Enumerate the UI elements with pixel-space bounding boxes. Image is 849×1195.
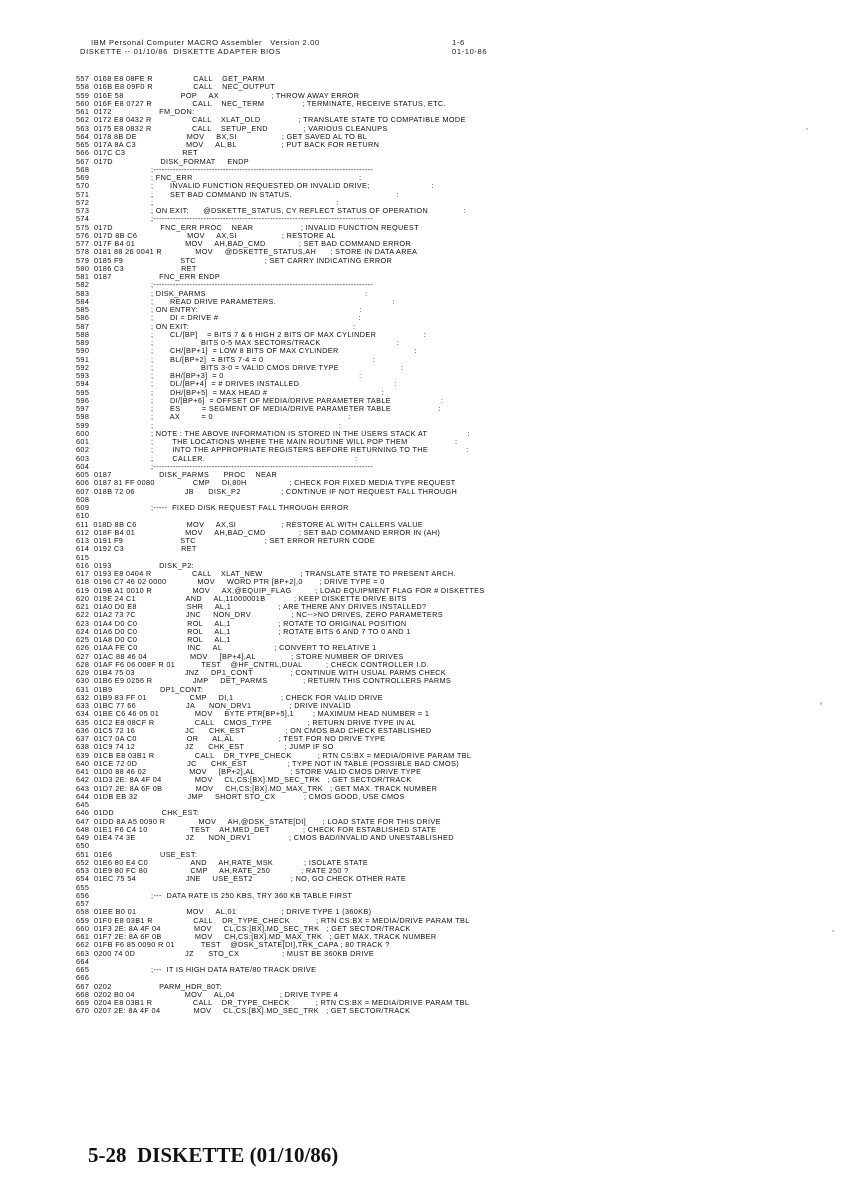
listing-line: 646 01DD CHK_EST: [76, 808, 200, 818]
listing-line: 667 0202 PARM_HDR_80T: [76, 981, 222, 991]
header-page-number: 1-6 [452, 38, 465, 47]
listing-line: 630 01B6 E9 0256 R JMP DET_PARMS ; RETURN THIS CONTROLLERS PARMS [76, 676, 452, 686]
listing-line: 579 0185 F9 STC ; SET CARRY INDICATING ERROR [76, 255, 393, 265]
listing-line: 616 0193 DISK_P2: [76, 560, 194, 570]
listing-line: 595 ; DH/[BP+5] = MAX HEAD # : [76, 387, 384, 397]
listing-line: 565 017A 8A C3 MOV AL,BL ; PUT BACK FOR RETURN [76, 140, 380, 149]
listing-line: 570 ; INVALID FUNCTION REQUESTED OR INVALID DRIVE; : [76, 181, 434, 191]
listing-line: 664 [76, 956, 90, 966]
listing-line: 661 01F7 2E: 8A 6F 0B MOV CH,CS:[BX].MD_MAX_TRK ; GET MAX. TRACK NUMBER [76, 932, 437, 941]
listing-line: 586 ; DI = DRIVE # : [76, 313, 361, 323]
scan-speck [806, 128, 808, 130]
listing-line: 578 0181 88 26 0041 R MOV @DSKETTE_STATUS,AH ; STORE IN DATA AREA [76, 247, 418, 257]
listing-line: 594 ; DL/[BP+4] = # DRIVES INSTALLED : [76, 379, 397, 389]
listing-line: 560 016F E8 0727 R CALL NEC_TERM ; TERMINATE, RECEIVE STATUS, ETC. [76, 98, 446, 108]
listing-line: 606 0187 81 FF 0080 CMP DI,80H ; CHECK FOR FIXED MEDIA TYPE REQUEST [76, 478, 456, 488]
header-date: 01-10-86 [452, 47, 488, 56]
listing-line: 657 [76, 899, 90, 908]
listing-line: 605 0187 DISK_PARMS PROC NEAR [76, 470, 278, 479]
listing-line: 609 ;----- FIXED DISK REQUEST FALL THROUGH ERROR [76, 503, 349, 512]
listing-line: 577 017F B4 01 MOV AH,BAD_CMD ; SET BAD COMMAND ERROR [76, 239, 412, 248]
page-footer: 5-28 DISKETTE (01/10/86) [88, 1143, 339, 1167]
listing-line: 647 01DD 8A A5 0090 R MOV AH,@DSK_STATE[DI] ; LOAD STATE FOR THIS DRIVE [76, 816, 441, 826]
listing-line: 636 01C5 72 16 JC CHK_EST ; ON CMOS BAD CHECK ESTABLISHED [76, 725, 432, 735]
listing-line: 590 ; CH/[BP+1] = LOW 8 BITS OF MAX CYLINDER : [76, 346, 418, 356]
header-title: IBM Personal Computer MACRO Assembler Version 2.00 [91, 38, 320, 47]
listing-line: 576 017D 8B C6 MOV AX,SI ; RESTORE AL [76, 230, 336, 240]
listing-line: 618 0196 C7 46 02 0000 MOV WORD PTR [BP+2],0 ; DRIVE TYPE = 0 [76, 577, 385, 587]
listing-line: 602 ; INTO THE APPROPRIATE REGISTERS BEFORE RETURNING TO THE : [76, 445, 469, 455]
listing-line: 627 01AC 88 46 04 MOV [BP+4],AL ; STORE NUMBER OF DRIVES [76, 651, 404, 661]
scan-speck [832, 930, 834, 932]
listing-line: 571 ; SET BAD COMMAND IN STATUS. : [76, 189, 399, 199]
listing-line: 642 01D3 2E: 8A 4F 04 MOV CL,CS:[BX].MD_SEC_TRK ; GET SECTOR/TRACK [76, 775, 412, 785]
listing-line: 601 ; THE LOCATIONS WHERE THE MAIN ROUTINE WILL POP THEM : [76, 437, 458, 446]
listing-line: 567 017D DISK_FORMAT ENDP [76, 156, 249, 166]
listing-line: 557 0168 E8 08FE R CALL GET_PARM [76, 74, 265, 83]
listing-line: 641 01D0 88 46 02 MOV [BP+2],AL ; STORE VALID CMOS DRIVE TYPE [76, 767, 422, 776]
listing-line: 563 0175 E8 0832 R CALL SETUP_END ; VARIOUS CLEANUPS [76, 123, 388, 133]
listing-line: 629 01B4 75 03 JNZ DP1_CONT ; CONTINUE WITH USUAL PARMS CHECK [76, 668, 447, 677]
listing-line: 600 ; NOTE : THE ABOVE INFORMATION IS STORED IN THE USERS STACK AT : [76, 428, 471, 438]
listing-line: 593 ; BH/[BP+3] = 0 : [76, 371, 362, 380]
listing-line: 615 [76, 552, 90, 562]
listing-line: 631 01B9 DP1_CONT: [76, 684, 204, 694]
header-subtitle: DISKETTE -- 01/10/86 DISKETTE ADAPTER BIOS [80, 47, 281, 56]
listing-line: 589 ; BITS 0-5 MAX SECTORS/TRACK : [76, 338, 400, 347]
listing-line: 597 ; ES = SEGMENT OF MEDIA/DRIVE PARAMETER TABLE : [76, 404, 442, 413]
listing-line: 561 0172 FM_DON: [76, 107, 195, 116]
listing-line: 640 01CE 72 0D JC CHK_EST ; TYPE NOT IN TABLE (POSSIBLE BAD CMOS) [76, 758, 460, 768]
listing-line: 653 01E9 80 FC 80 CMP AH,RATE_250 ; RATE 250 ? [76, 866, 349, 875]
listing-line: 581 0187 FNC_ERR ENDP [76, 272, 221, 281]
listing-line: 649 01E4 74 3E JZ NON_DRV1 ; CMOS BAD/INVALID AND UNESTABLISHED [76, 833, 454, 842]
listing-line: 566 017C C3 RET [76, 148, 198, 158]
listing-line: 580 0186 C3 RET [76, 263, 197, 273]
listing-line: 623 01A4 D0 C0 ROL AL,1 ; ROTATE TO ORIGINAL POSITION [76, 618, 407, 628]
listing-line: 591 ; BL/[BP+2] = BITS 7-4 = 0 : [76, 354, 376, 364]
listing-line: 651 01E6 USE_EST: [76, 849, 198, 859]
listing-line: 607 018B 72 06 JB DISK_P2 ; CONTINUE IF NOT REQUEST FALL THROUGH [76, 486, 458, 496]
listing-line: 559 016E 58 POP AX ; THROW AWAY ERROR [76, 90, 360, 100]
listing-line: 598 ; AX = 0 : [76, 412, 351, 422]
listing-line: 632 01B9 83 FF 01 CMP DI,1 ; CHECK FOR VALID DRIVE [76, 692, 383, 702]
listing-line: 617 0193 E8 0404 R CALL XLAT_NEW ; TRANSLATE STATE TO PRESENT ARCH. [76, 569, 456, 578]
listing-line: 648 01E1 F6 C4 10 TEST AH,MED_DET ; CHECK FOR ESTABLISHED STATE [76, 824, 437, 834]
listing-line: 587 ; ON EXIT: : [76, 321, 356, 331]
listing-line: 592 ; BITS 3-0 = VALID CMOS DRIVE TYPE : [76, 362, 404, 372]
listing-line: 639 01CB E8 03B1 R CALL DR_TYPE_CHECK ; RTN CS:BX = MEDIA/DRIVE PARAM TBL [76, 750, 472, 760]
listing-line: 622 01A2 73 7C JNC NON_DRV ; NC-->NO DRIVES, ZERO PARAMETERS [76, 610, 443, 620]
listing-line: 599 ; : [76, 420, 342, 430]
listing-line: 610 [76, 511, 90, 521]
listing-line: 585 ; ON ENTRY: : [76, 305, 363, 314]
listing-line: 670 0207 2E: 8A 4F 04 MOV CL,CS:[BX].MD_SEC_TRK ; GET SECTOR/TRACK [76, 1006, 411, 1016]
listing-line: 619 019B A1 0010 R MOV AX,@EQUIP_FLAG ; LOAD EQUIPMENT FLAG FOR # DISKETTES [76, 585, 485, 595]
assembly-listing [76, 75, 485, 1016]
listing-line: 588 ; CL/[BP] = BITS 7 & 6 HIGH 2 BITS OF MAX CYLINDER : [76, 329, 427, 339]
listing-line: 613 0191 F9 STC ; SET ERROR RETURN CODE [76, 536, 375, 545]
listing-line: 582 ;------------------------------------------------------------------------------- [76, 280, 374, 290]
listing-line: 662 01FB F6 85 0090 R 01 TEST @DSK_STATE[DI],TRK_CAPA ; 80 TRACK ? [76, 940, 390, 950]
listing-line: 558 016B E8 09F0 R CALL NEC_OUTPUT [76, 82, 276, 92]
listing-line: 611 018D 8B C6 MOV AX,SI ; RESTORE AL WITH CALLERS VALUE [76, 519, 424, 529]
listing-line: 584 ; READ DRIVE PARAMETERS. : [76, 296, 396, 306]
listing-line: 655 [76, 882, 90, 892]
listing-line: 638 01C9 74 12 JZ CHK_EST ; JUMP IF SO [76, 742, 334, 752]
listing-line: 575 017D FNC_ERR PROC NEAR ; INVALID FUNCTION REQUEST [76, 222, 419, 232]
listing-line: 635 01C2 E8 08CF R CALL CMOS_TYPE ; RETURN DRIVE TYPE IN AL [76, 717, 416, 727]
listing-line: 562 0172 E8 0432 R CALL XLAT_OLD ; TRANSLATE STATE TO COMPATIBLE MODE [76, 115, 466, 125]
listing-line: 624 01A6 D0 C0 ROL AL,1 ; ROTATE BITS 6 AND 7 TO 0 AND 1 [76, 626, 411, 636]
listing-line: 637 01C7 0A C0 OR AL,AL ; TEST FOR NO DRIVE TYPE [76, 734, 386, 743]
listing-line: 568 ;------------------------------------------------------------------------------- [76, 164, 374, 174]
listing-line: 658 01EE B0 01 MOV AL,01 ; DRIVE TYPE 1 (360KB) [76, 907, 372, 917]
listing-line: 645 [76, 800, 90, 809]
listing-line: 654 01EC 75 54 JNE USE_EST2 ; NO, GO CHECK OTHER RATE [76, 874, 407, 884]
listing-line: 620 019E 24 C1 AND AL,11000001B ; KEEP DISKETTE DRIVE BITS [76, 593, 407, 603]
listing-line: 660 01F3 2E: 8A 4F 04 MOV CL,CS:[BX].MD_SEC_TRK ; GET SECTOR/TRACK [76, 923, 411, 933]
listing-line: 614 0192 C3 RET [76, 544, 197, 554]
listing-line: 644 01DB EB 32 JMP SHORT STO_CX ; CMOS GOOD, USE CMOS [76, 791, 405, 801]
listing-line: 604 ;------------------------------------------------------------------------------- [76, 461, 374, 471]
listing-line: 596 ; DI/[BP+6] = OFFSET OF MEDIA/DRIVE PARAMETER TABLE : [76, 395, 444, 405]
listing-line: 643 01D7 2E: 8A 6F 0B MOV CH,CS:[BX].MD_MAX_TRK ; GET MAX. TRACK NUMBER [76, 783, 438, 793]
listing-line: 669 0204 E8 03B1 R CALL DR_TYPE_CHECK ; RTN CS:BX = MEDIA/DRIVE PARAM TBL [76, 998, 470, 1007]
listing-line: 569 ; FNC_ERR : [76, 173, 362, 182]
listing-line: 573 ; ON EXIT: @DSKETTE_STATUS, CY REFLECT STATUS OF OPERATION : [76, 206, 467, 215]
listing-line: 628 01AF F6 06 008F R 01 TEST @HF_CNTRL,DUAL ; CHECK CONTROLLER I.D. [76, 659, 429, 669]
listing-line: 621 01A0 D0 E8 SHR AL,1 ; ARE THERE ANY DRIVES INSTALLED? [76, 602, 427, 611]
listing-line: 583 ; DISK_PARMS : [76, 288, 368, 298]
listing-line: 652 01E6 80 E4 C0 AND AH,RATE_MSK ; ISOLATE STATE [76, 857, 369, 867]
listing-line: 665 ;--- IT IS HIGH DATA RATE/80 TRACK DRIVE [76, 965, 317, 974]
listing-line: 650 [76, 841, 90, 851]
listing-line: 659 01F0 E8 03B1 R CALL DR_TYPE_CHECK ; RTN CS:BX = MEDIA/DRIVE PARAM TBL [76, 915, 470, 925]
listing-line: 663 0200 74 0D JZ STO_CX ; MUST BE 360KB DRIVE [76, 948, 375, 958]
listing-line: 668 0202 B0 04 MOV AL,04 ; DRIVE TYPE 4 [76, 989, 339, 999]
listing-line: 608 [76, 494, 90, 504]
listing-line: 633 01BC 77 66 JA NON_DRV1 ; DRIVE INVALID [76, 701, 351, 710]
listing-line: 564 0178 8B DE MOV BX,SI ; GET SAVED AL TO BL [76, 131, 368, 141]
scan-speck [820, 702, 822, 705]
listing-line: 572 ; : [76, 197, 339, 207]
listing-line: 625 01A8 D0 C0 ROL AL,1 [76, 635, 231, 644]
listing-line: 656 ;--- DATA RATE IS 250 KBS, TRY 360 KB TABLE FIRST [76, 890, 353, 900]
listing-line: 603 ; CALLER. : [76, 453, 358, 463]
listing-line: 666 [76, 973, 90, 983]
listing-line: 612 018F B4 01 MOV AH,BAD_CMD ; SET BAD COMMAND ERROR IN (AH) [76, 527, 441, 537]
listing-line: 634 01BE C6 46 05 01 MOV BYTE PTR[BP+5],1 ; MAXIMUM HEAD NUMBER = 1 [76, 709, 430, 719]
listing-line: 574 ;------------------------------------------------------------------------------- [76, 214, 374, 224]
listing-line: 626 01AA FE C0 INC AL ; CONVERT TO RELATIVE 1 [76, 643, 377, 653]
